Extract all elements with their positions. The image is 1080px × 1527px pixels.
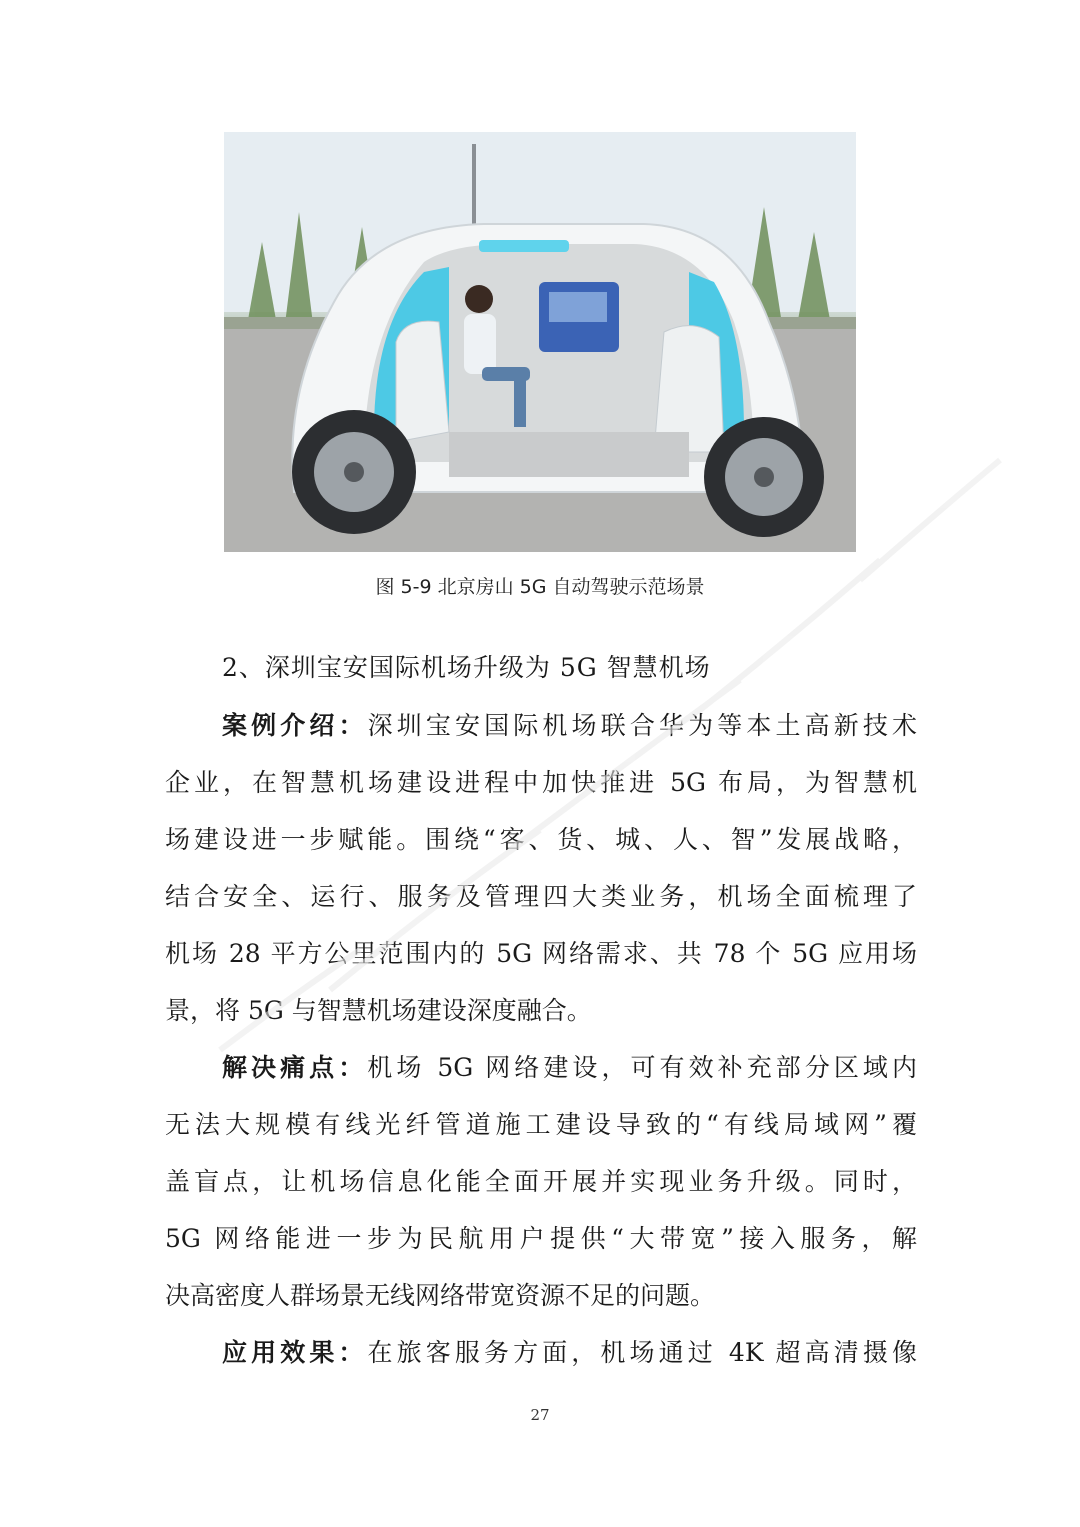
paragraph-line: 无法大规模有线光纤管道施工建设导致的“有线局域网”覆 xyxy=(165,1110,917,1139)
paragraph-label: 案例介绍： xyxy=(222,711,368,740)
paragraph-line: 决高密度人群场景无线网络带宽资源不足的问题。 xyxy=(165,1281,716,1310)
paragraph-line: 场建设进一步赋能。围绕“客、货、城、人、智”发展战略， xyxy=(165,825,917,854)
front-wheel xyxy=(292,410,416,534)
section-heading: 2、深圳宝安国际机场升级为 5G 智慧机场 xyxy=(222,653,711,682)
page-number: 27 xyxy=(530,1406,550,1424)
paragraph-line: 结合安全、运行、服务及管理四大类业务，机场全面梳理了 xyxy=(165,882,917,911)
paragraph-case-intro xyxy=(165,697,917,1039)
rear-wheel xyxy=(704,417,824,537)
paragraph-line: 景，将 5G 与智慧机场建设深度融合。 xyxy=(165,996,592,1025)
paragraph-label: 应用效果： xyxy=(222,1338,368,1367)
paragraph-line: 企业，在智慧机场建设进程中加快推进 5G 布局，为智慧机 xyxy=(165,768,917,797)
paragraph-line: 案例介绍：深圳宝安国际机场联合华为等本土高新技术 xyxy=(222,711,917,740)
paragraph-line: 应用效果：在旅客服务方面，机场通过 4K 超高清摄像 xyxy=(222,1338,917,1367)
figure-caption: 图 5-9 北京房山 5G 自动驾驶示范场景 xyxy=(375,576,705,598)
paragraph-line: 盖盲点，让机场信息化能全面开展并实现业务升级。同时， xyxy=(165,1167,917,1196)
paragraph-results xyxy=(165,1324,917,1381)
paragraph-pain-points xyxy=(165,1039,917,1324)
paragraph-line: 解决痛点：机场 5G 网络建设，可有效补充部分区域内 xyxy=(222,1053,917,1082)
figure-photo-autonomous-vehicle xyxy=(224,132,856,552)
paragraph-line: 机场 28 平方公里范围内的 5G 网络需求、共 78 个 5G 应用场 xyxy=(165,939,917,968)
vehicle-illustration xyxy=(224,132,856,552)
paragraph-line: 5G 网络能进一步为民航用户提供“大带宽”接入服务，解 xyxy=(165,1224,917,1253)
paragraph-label: 解决痛点： xyxy=(222,1053,368,1082)
